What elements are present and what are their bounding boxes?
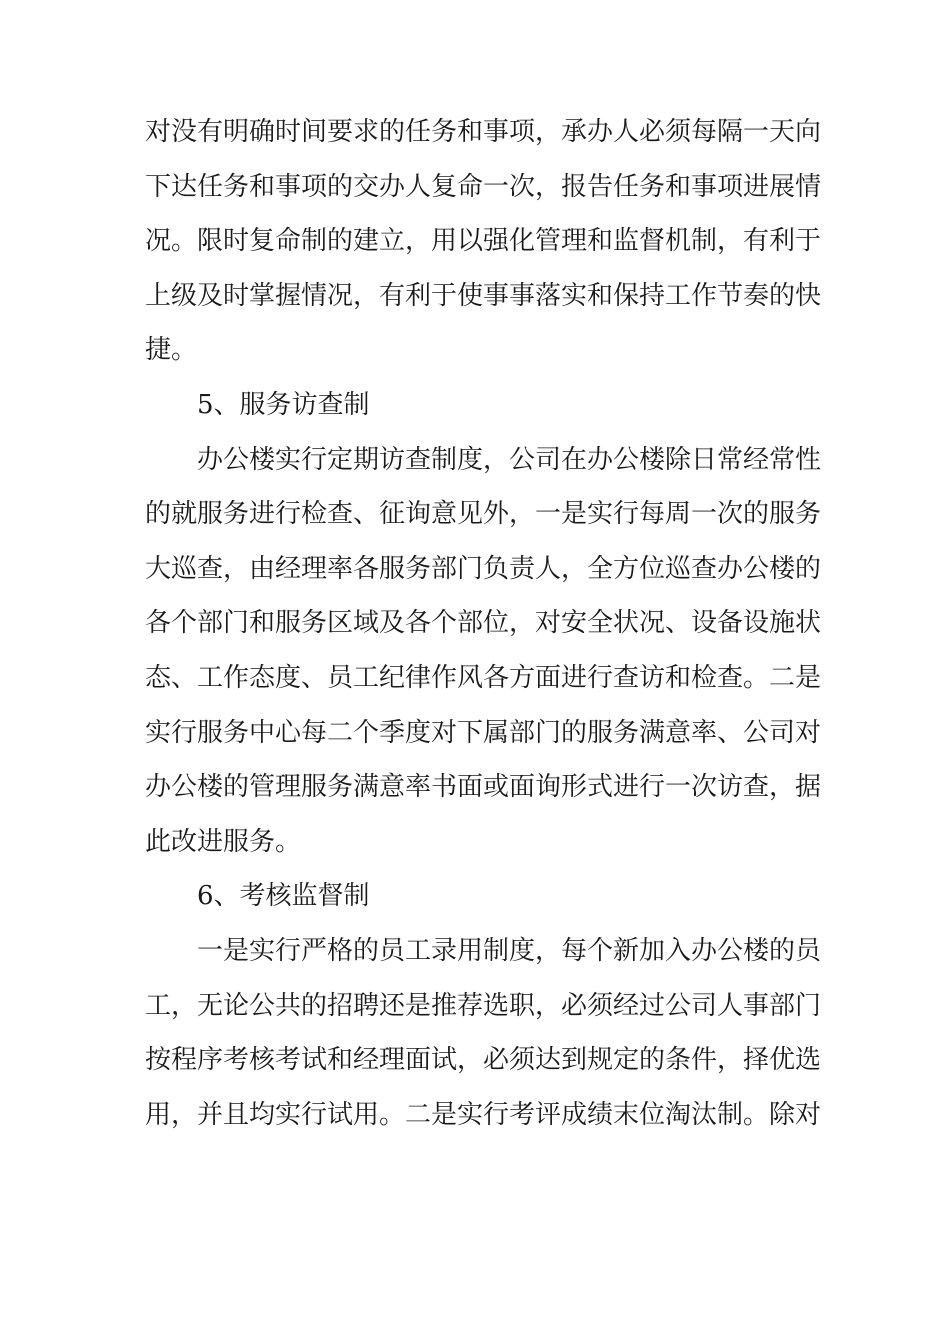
paragraph-2 — [145, 433, 822, 870]
section-heading-assessment-supervision — [145, 869, 810, 924]
text-line: 实行服务中心每二个季度对下属部门的服务满意率、公司对 — [145, 717, 822, 748]
text-line: 大巡查，由经理率各服务部门负责人，全方位巡查办公楼的 — [145, 553, 822, 584]
section-heading-service-inspection — [145, 378, 810, 433]
section-heading: 5、服务访查制 — [197, 389, 370, 420]
text-line: 工，无论公共的招聘还是推荐选职，必须经过公司人事部门 — [145, 990, 822, 1021]
text-line: 用，并且均实行试用。二是实行考评成绩末位淘汰制。除对 — [145, 1099, 822, 1130]
text-line: 况。限时复命制的建立，用以强化管理和监督机制，有利于 — [145, 226, 822, 257]
text-line: 态、工作态度、员工纪律作风各方面进行查访和检查。二是 — [145, 662, 822, 693]
paragraph-3 — [145, 924, 822, 1142]
text-line: 捷。 — [145, 335, 198, 366]
section-heading: 6、考核监督制 — [197, 881, 370, 912]
text-line: 此改进服务。 — [145, 826, 302, 857]
text-line: 办公楼的管理服务满意率书面或面询形式进行一次访查，据 — [145, 772, 822, 803]
text-line: 各个部门和服务区域及各个部位，对安全状况、设备设施状 — [145, 608, 822, 639]
text-line: 对没有明确时间要求的任务和事项，承办人必须每隔一天向 — [145, 117, 822, 147]
text-line: 上级及时掌握情况，有利于使事事落实和保持工作节奏的快 — [145, 280, 822, 311]
paragraph-1 — [145, 105, 822, 378]
text-line: 按程序考核考试和经理面试，必须达到规定的条件，择优选 — [145, 1045, 822, 1076]
text-line: 一是实行严格的员工录用制度，每个新加入办公楼的员 — [197, 935, 822, 966]
text-line: 下达任务和事项的交办人复命一次，报告任务和事项进展情 — [145, 171, 822, 202]
text-line: 办公楼实行定期访查制度，公司在办公楼除日常经常性 — [197, 444, 822, 475]
document-body — [145, 105, 822, 1142]
text-line: 的就服务进行检查、征询意见外，一是实行每周一次的服务 — [145, 499, 822, 530]
